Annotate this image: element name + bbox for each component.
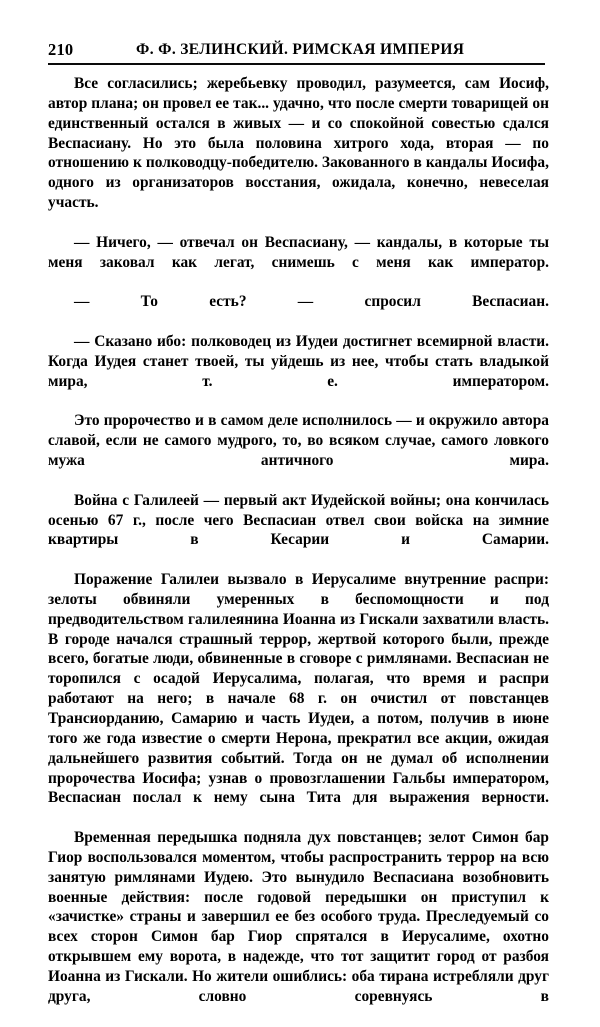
paragraph: Все согласились; жеребьевку проводил, разумеется, сам Иосиф, автор плана; он провел ее так... удачно, что после смерти товарищей он единственный остался в живых — и со спокойной совестью сдался Веспасиану. Но это была половина хитрого хода, вторая — по отношению к полководцу-победителю. Закованного в кандалы Иосифа, одного из организаторов восстания, ожидала, конечно, невеселая участь. [48, 75, 549, 212]
body-text-block [48, 74, 549, 1027]
dialogue-paragraph: — То есть? — спросил Веспасиан. [74, 293, 549, 311]
paragraph: Временная передышка подняла дух повстанцев; зелот Симон бар Гиор воспользовался моментом, чтобы распространить террор на всю занятую римлянами Иудею. Это вынудило Веспасиана возобновить военные действия: после годовой передышки он приступил к «зачистке» страны и завершил ее без особого труда. Преследуемый со всех сторон Симон бар Гиор спрятался в Иерусалиме, охотно открывшем ему ворота, в надежде, что тот защитит город от разбоя Иоанна из Гискали. Но жители ошиблись: оба тирана истребляли друг друга, словно соревнуясь в [48, 829, 549, 1005]
running-head [48, 40, 545, 62]
paragraph: Это пророчество и в самом деле исполнилось — и окружило автора славой, если не самого мудрого, то, во всяком случае, самого ловкого мужа античного мира. [48, 412, 549, 470]
paragraph: Поражение Галилеи вызвало в Иерусалиме внутренние распри: зелоты обвиняли умеренных в беспомощности и под предводительством галилеянина Иоанна из Гискали захватили власть. В городе начался страшный террор, жертвой которого были, прежде всего, богатые люди, обвиненные в сговоре с римлянами. Веспасиан не торопился с осадой Иерусалима, полагая, что время и распри работают на него; в начале 68 г. он очистил от повстанцев Трансиорданию, Самарию и часть Иудеи, а потом, получив в июне того же года известие о смерти Нерона, прекратил все акции, ожидая дальнейшего развития событий. Тогда он не думал об исполнении пророчества Иосифа; узнав о провозглашении Гальбы императором, Веспасиан послал к нему сына Тита для выражения верности. [48, 571, 549, 807]
dialogue-paragraph: — Ничего, — отвечал он Веспасиану, — кандалы, в которые ты меня заковал как легат, снимешь с меня как император. [48, 233, 549, 271]
dialogue-paragraph: — Сказано ибо: полководец из Иудеи достигнет всемирной власти. Когда Иудея станет твоей, ты уйдешь из нее, чтобы стать владыкой мира, т. е. императором. [48, 332, 549, 390]
paragraph: Война с Галилеей — первый акт Иудейской войны; она кончилась осенью 67 г., после чего Веспасиан отвел свои войска на зимние квартиры в Кесарии и Самарии. [48, 491, 549, 549]
page-number: 210 [48, 40, 74, 59]
running-title: Ф. Ф. ЗЕЛИНСКИЙ. РИМСКАЯ ИМПЕРИЯ [136, 41, 465, 58]
header-rule [48, 63, 545, 65]
